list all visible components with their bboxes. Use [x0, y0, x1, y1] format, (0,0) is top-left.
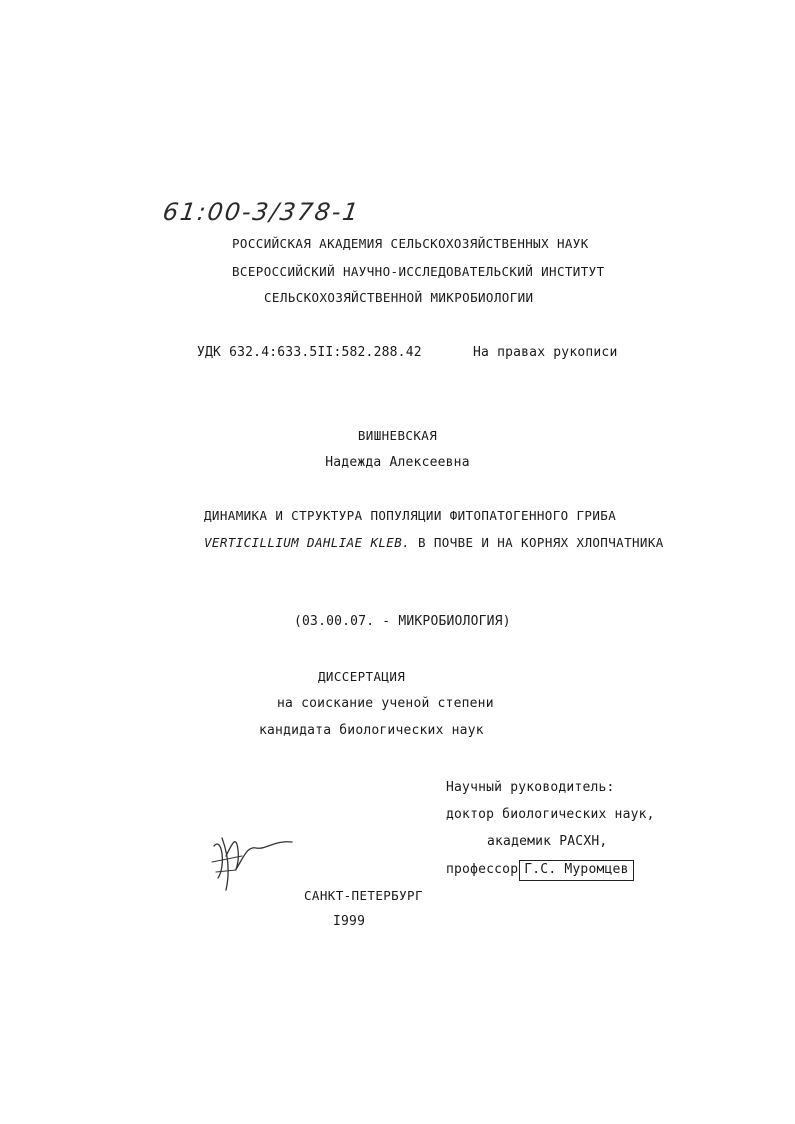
archive-code: 61:00-3/378-1 — [161, 198, 362, 226]
author-name: Надежда Алексеевна — [325, 455, 470, 470]
year: I999 — [333, 914, 366, 929]
udk-code: УДК 632.4:633.5II:582.288.42 — [197, 345, 422, 360]
thesis-purpose: на соискание ученой степени — [277, 696, 494, 711]
header-institute: ВСЕРОССИЙСКИЙ НАУЧНО-ИССЛЕДОВАТЕЛЬСКИЙ ИНСТИТУТ — [232, 264, 605, 279]
signature-icon — [208, 826, 298, 896]
supervisor-degree: доктор биологических наук, — [446, 807, 655, 822]
supervisor-position: профессор — [446, 862, 519, 877]
rights-note: На правах рукописи — [473, 345, 618, 360]
species-name: VERTICILLIUM DAHLIAE KLEB. — [204, 535, 411, 550]
supervisor-academic: академик РАСХН, — [487, 834, 608, 849]
header-academy: РОССИЙСКАЯ АКАДЕМИЯ СЕЛЬСКОХОЗЯЙСТВЕННЫХ НАУК — [232, 236, 589, 251]
supervisor-label: Научный руководитель: — [446, 780, 615, 795]
supervisor-position-line — [446, 860, 634, 881]
title-line-2 — [204, 535, 664, 551]
thesis-degree: кандидата биологических наук — [259, 723, 484, 738]
title-line-2-rest: В ПОЧВЕ И НА КОРНЯХ ХЛОПЧАТНИКА — [410, 535, 664, 550]
city: САНКТ-ПЕТЕРБУРГ — [304, 888, 423, 903]
supervisor-name-box: Г.С. Муромцев — [519, 860, 633, 881]
title-line-1: ДИНАМИКА И СТРУКТУРА ПОПУЛЯЦИИ ФИТОПАТОГЕННОГО ГРИБА — [204, 508, 617, 523]
header-institute-cont: СЕЛЬСКОХОЗЯЙСТВЕННОЙ МИКРОБИОЛОГИИ — [264, 290, 534, 305]
specialty-code: (03.00.07. - МИКРОБИОЛОГИЯ) — [294, 614, 511, 629]
author-surname: ВИШНЕВСКАЯ — [357, 428, 438, 443]
thesis-type: ДИССЕРТАЦИЯ — [318, 669, 406, 684]
